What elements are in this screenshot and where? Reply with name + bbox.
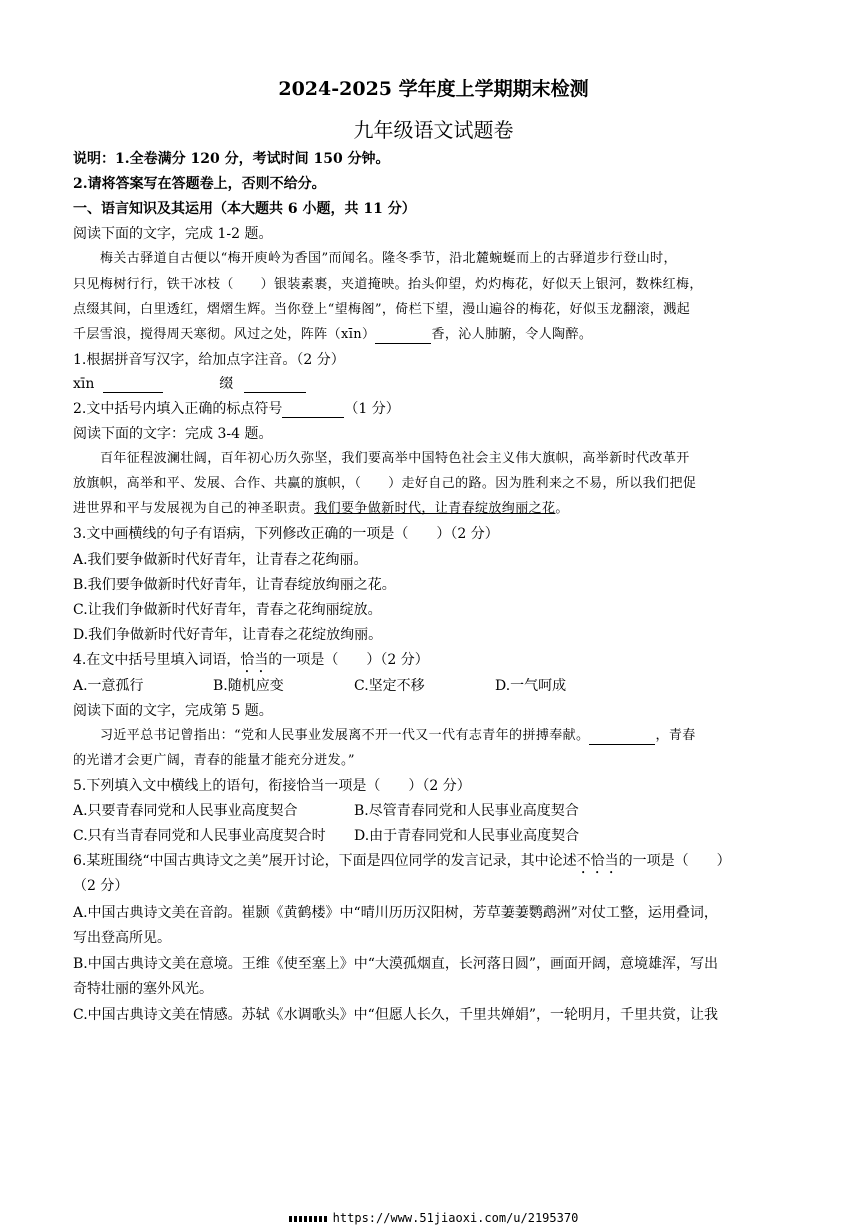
- q4-option-d[interactable]: D.一气呵成: [495, 678, 567, 694]
- passage3-line1: [100, 727, 696, 745]
- q6-text-start: 6.某班围绕“中国古典诗文之美”展开讨论，下面是四位同学的发言记录，其中论述: [73, 853, 577, 869]
- q5-option-d[interactable]: D.由于青春同党和人民事业高度契合: [354, 828, 580, 844]
- q2-blank[interactable]: [282, 417, 344, 418]
- q1-blank-1[interactable]: [103, 392, 163, 393]
- q2-text: 2.文中括号内填入正确的标点符号: [73, 401, 283, 417]
- q3-option-a[interactable]: A.我们要争做新时代好青年，让青春之花绚丽。: [73, 552, 368, 568]
- passage2-line2: 放旗帜，高举和平、发展、合作、共赢的旗帜，（ ）走好自己的路。因为胜利来之不易，所以我们把促: [73, 476, 697, 491]
- passage2-line3-end: 。: [555, 501, 569, 516]
- q4-option-c[interactable]: C.坚定不移: [354, 678, 425, 694]
- q6-option-c-line1[interactable]: C.中国古典诗文美在情感。苏轼《水调歌头》中“但愿人长久，千里共婵娟”，一轮明月，千里共赏，让我: [73, 1007, 718, 1023]
- passage2-line1: 百年征程波澜壮阔，百年初心历久弥坚，我们要高举中国特色社会主义伟大旗帜，高举新时代改革开: [100, 451, 690, 466]
- q4-text-end: 的一项是（ ）（2 分）: [268, 652, 429, 668]
- read-instruction-3: 阅读下面的文字，完成第 5 题。: [73, 703, 273, 719]
- passage3-line2: 的光谱才会更广阔，青春的能量才能充分迸发。”: [73, 753, 355, 768]
- q6-option-b-line2: 奇特壮丽的塞外风光。: [73, 981, 213, 997]
- q6-option-a-line1[interactable]: A.中国古典诗文美在音韵。崔颢《黄鹤楼》中“晴川历历汉阳树，芳草萋萋鹦鹉洲”对仗工整，运用叠词，: [73, 905, 718, 921]
- q1-answer-row: [73, 375, 306, 393]
- note-2: 2.请将答案写在答题卷上，否则不给分。: [73, 176, 326, 192]
- footer-url[interactable]: https://www.51jiaoxi.com/u/2195370: [332, 1211, 579, 1225]
- read-instruction-1: 阅读下面的文字，完成 1-2 题。: [73, 226, 273, 242]
- question-1: 1.根据拼音写汉字，给加点字注音。（2 分）: [73, 352, 345, 368]
- passage1-line3: 点缀其间，白里透红，熠熠生辉。当你登上“望梅阁”，倚栏下望，漫山遍谷的梅花，好似玉龙翻滚，溅起: [73, 302, 691, 317]
- passage1-line4: [73, 326, 592, 344]
- read-instruction-2: 阅读下面的文字：完成 3-4 题。: [73, 426, 273, 442]
- section-heading: 一、语言知识及其运用（本大题共 6 小题，共 11 分）: [73, 201, 416, 217]
- underlined-sentence: 我们要争做新时代，让青春绽放绚丽之花: [314, 501, 556, 516]
- q3-option-d[interactable]: D.我们争做新时代好青年，让青春之花绽放绚丽。: [73, 627, 383, 643]
- question-6-score: （2 分）: [73, 878, 129, 894]
- q6-option-b-line1[interactable]: B.中国古典诗文美在意境。王维《使至塞上》中“大漠孤烟直，长河落日圆”，画面开阔，意境雄浑，写出: [73, 956, 719, 972]
- q3-option-b[interactable]: B.我们要争做新时代好青年，让青春绽放绚丽之花。: [73, 577, 396, 593]
- note-1: 说明：1.全卷满分 120 分，考试时间 150 分钟。: [73, 151, 390, 167]
- footer: [0, 1211, 867, 1225]
- passage2-line3-start: 进世界和平与发展视为自己的神圣职责。: [73, 501, 315, 516]
- footer-logo-icon: [289, 1216, 327, 1222]
- passage1-line4-end: 香，沁人肺腑，令人陶醉。: [431, 327, 593, 342]
- q6-text-end: 的一项是（ ）: [618, 853, 731, 869]
- q4-text-start: 4.在文中括号里填入词语，: [73, 652, 241, 668]
- question-6: [73, 852, 731, 877]
- passage1-line2: 只见梅树行行，铁干冰枝（ ）银装素裹，夹道掩映。抬头仰望，灼灼梅花，好似天上银河，数株红梅，: [73, 277, 703, 292]
- exam-title: 2024-2025 学年度上学期期末检测: [278, 78, 589, 100]
- passage3-line1-start: 习近平总书记曾指出：“党和人民事业发展离不开一代又一代有志青年的拼搏奉献。: [100, 728, 590, 743]
- q3-option-c[interactable]: C.让我们争做新时代好青年，青春之花绚丽绽放。: [73, 602, 382, 618]
- passage3-line1-end: ，青春: [655, 728, 696, 743]
- q1-blank-2[interactable]: [244, 392, 306, 393]
- q5-blank[interactable]: [589, 744, 655, 745]
- q2-score: （1 分）: [344, 401, 400, 417]
- question-4: [73, 651, 429, 676]
- xin-blank[interactable]: [375, 343, 431, 344]
- q4-emphasis: 恰当: [240, 652, 269, 668]
- q4-option-b[interactable]: B.随机应变: [213, 678, 284, 694]
- q6-emphasis: 不恰当: [576, 853, 619, 869]
- passage1-line4-start: 千层雪浪，搅得周天寒彻。风过之处，阵阵（xīn）: [73, 327, 376, 342]
- passage1-line1: 梅关古驿道自古便以“梅开庾岭为香国”而闻名。隆冬季节，沿北麓蜿蜒而上的古驿道步行登山时，: [100, 251, 677, 266]
- q5-option-c[interactable]: C.只有当青春同党和人民事业高度契合时: [73, 828, 326, 844]
- q1-char-label: 缀: [219, 376, 234, 392]
- q5-option-b[interactable]: B.尽管青春同党和人民事业高度契合: [354, 803, 579, 819]
- q1-pinyin-label: xīn: [73, 376, 95, 392]
- exam-subtitle: 九年级语文试题卷: [353, 118, 514, 142]
- q6-option-a-line2: 写出登高所见。: [73, 930, 171, 946]
- passage2-line3: [73, 500, 569, 518]
- q4-option-a[interactable]: A.一意孤行: [73, 678, 144, 694]
- question-3: 3.文中画横线的句子有语病，下列修改正确的一项是（ ）（2 分）: [73, 526, 499, 542]
- question-5: 5.下列填入文中横线上的语句，衔接恰当一项是（ ）（2 分）: [73, 778, 471, 794]
- q5-option-a[interactable]: A.只要青春同党和人民事业高度契合: [73, 803, 298, 819]
- question-2: [73, 400, 400, 418]
